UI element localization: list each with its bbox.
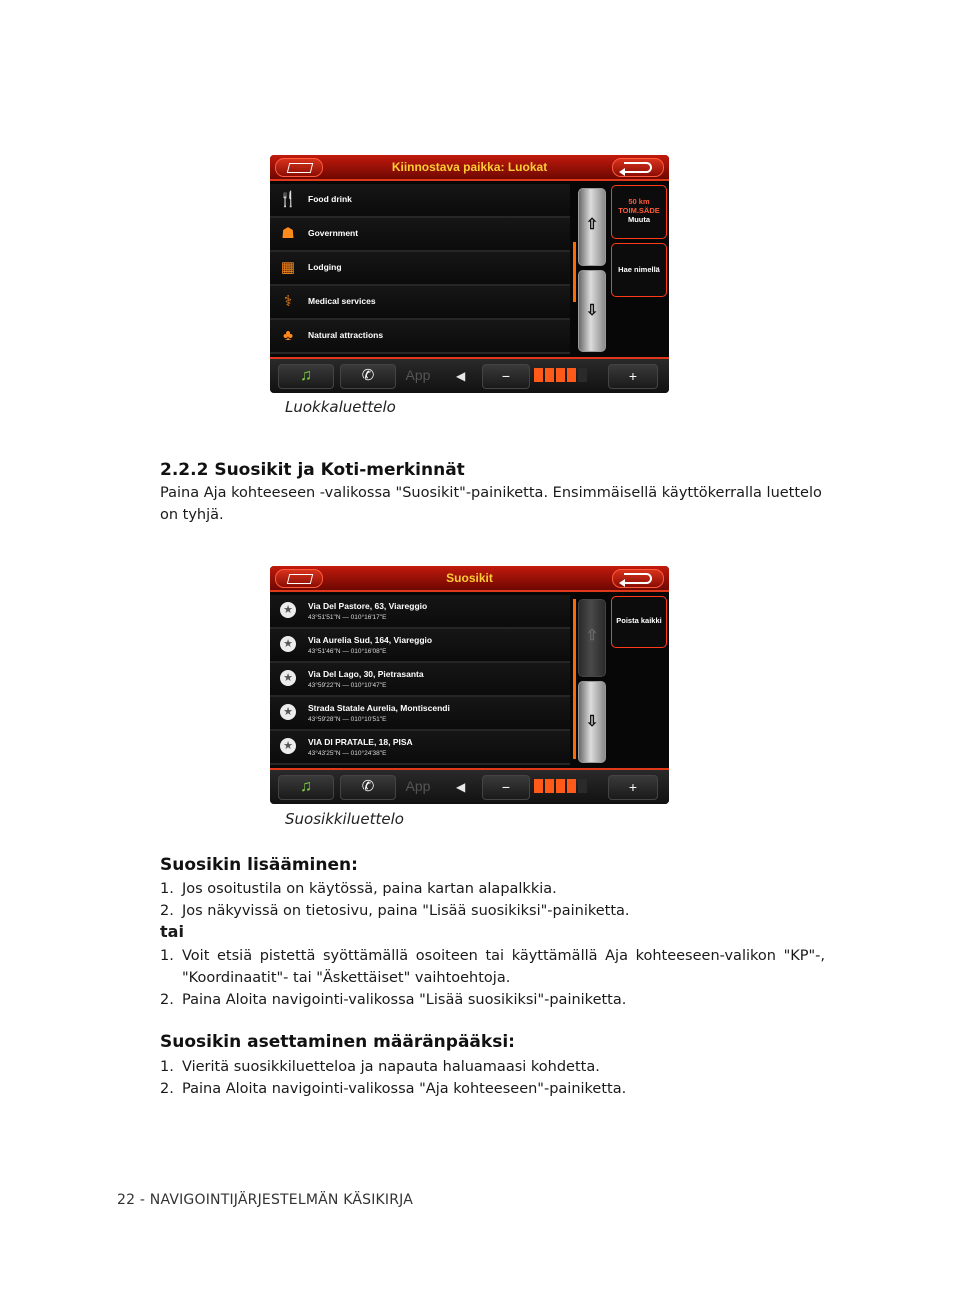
map-button[interactable]	[275, 158, 323, 177]
figure-caption: Suosikkiluettelo	[285, 810, 404, 828]
bottom-bar	[270, 768, 669, 804]
list-item-label: Government	[308, 228, 359, 238]
arrow-down-icon: ⇩	[585, 713, 599, 730]
favorite-coords: 43°51'46"N — 010°16'08"E	[308, 648, 387, 655]
favorite-address: VIA DI PRATALE, 18, PISA	[308, 737, 413, 747]
arrow-up-icon: ⇧	[585, 216, 599, 233]
list-item-label: Natural attractions	[308, 330, 384, 340]
set-destination-heading: Suosikin asettaminen määränpääksi:	[160, 1032, 515, 1052]
alt-steps-list	[160, 945, 825, 1011]
list-item[interactable]	[270, 218, 570, 252]
back-arrow-icon	[624, 162, 652, 173]
favorite-coords: 43°43'25"N — 010°24'38"E	[308, 750, 387, 757]
map-button[interactable]	[275, 569, 323, 588]
list-item[interactable]	[270, 595, 570, 629]
radius-value: 50 km	[628, 197, 650, 206]
scroll-controls	[570, 184, 610, 354]
app-button[interactable]: App	[405, 778, 431, 794]
arrow-up-icon: ⇧	[585, 627, 599, 644]
scroll-indicator[interactable]	[573, 242, 576, 302]
scroll-down-button[interactable]	[578, 270, 606, 352]
volume-up-button[interactable]: +	[608, 775, 658, 800]
favorite-address: Via Del Pastore, 63, Viareggio	[308, 601, 428, 611]
list-item-label: Lodging	[308, 262, 342, 272]
music-button[interactable]	[278, 775, 334, 800]
music-button[interactable]	[278, 364, 334, 389]
add-steps-list	[160, 878, 825, 922]
or-label: tai	[160, 922, 184, 941]
list-item[interactable]	[270, 286, 570, 320]
favorite-pin-icon	[280, 670, 296, 688]
poi-categories-screen	[270, 155, 669, 393]
phone-button[interactable]	[340, 775, 396, 800]
radius-button[interactable]	[611, 185, 667, 239]
favorites-list	[270, 595, 570, 765]
map-icon	[287, 574, 313, 584]
list-item: 2. Jos näkyvissä on tietosivu, paina "Lisää suosikiksi"-painiketta.	[160, 903, 630, 919]
delete-all-button[interactable]	[611, 596, 667, 648]
favorite-address: Via Del Lago, 30, Pietrasanta	[308, 669, 424, 679]
stethoscope-icon: ⚕	[283, 293, 293, 310]
section-heading: 2.2.2 Suosikit ja Koti-merkinnät	[160, 460, 465, 480]
list-item-label: Food drink	[308, 194, 352, 204]
phone-button[interactable]	[340, 364, 396, 389]
scroll-up-button[interactable]	[578, 599, 606, 677]
back-button[interactable]	[612, 158, 664, 177]
list-item[interactable]	[270, 252, 570, 286]
add-favorite-heading: Suosikin lisääminen:	[160, 855, 358, 875]
dest-steps-list	[160, 1056, 825, 1100]
search-by-name-label: Hae nimellä	[618, 265, 660, 274]
map-icon	[287, 163, 313, 173]
volume-up-button[interactable]: +	[608, 364, 658, 389]
scroll-down-button[interactable]	[578, 681, 606, 763]
back-button[interactable]	[612, 569, 664, 588]
volume-level	[534, 779, 594, 795]
phone-icon: ✆	[361, 778, 375, 795]
favorite-pin-icon	[280, 602, 296, 620]
favorite-pin-icon	[280, 636, 296, 654]
scroll-controls	[570, 595, 610, 765]
arrow-down-icon: ⇩	[585, 302, 599, 319]
fork-knife-icon: 🍴	[278, 191, 298, 208]
favorites-screen	[270, 566, 669, 804]
music-note-icon: ♫	[300, 778, 312, 795]
favorite-pin-icon	[280, 738, 296, 756]
search-by-name-button[interactable]	[611, 243, 667, 297]
music-note-icon: ♫	[300, 367, 312, 384]
radius-label: TOIM.SÄDE	[618, 206, 660, 215]
list-item: 1. Jos osoitustila on käytössä, paina kartan alapalkkia.	[160, 881, 557, 897]
speaker-icon: ◀	[456, 780, 466, 794]
government-icon: ☗	[281, 225, 295, 242]
change-label: Muuta	[627, 215, 651, 224]
list-item: 1. Voit etsiä pistettä syöttämällä osoiteen tai käyttämällä Aja kohteeseen-valikon "KP"-, "Koordinaatit"- tai "Äskettäiset" vaihtoehtoja.	[160, 948, 825, 986]
phone-icon: ✆	[361, 367, 375, 384]
bottom-bar	[270, 357, 669, 393]
speaker-icon: ◀	[456, 369, 466, 383]
list-item: 2. Paina Aloita navigointi-valikossa "Aja kohteeseen"-painiketta.	[160, 1081, 627, 1097]
scroll-indicator[interactable]	[573, 599, 576, 759]
list-item[interactable]	[270, 184, 570, 218]
favorite-coords: 43°59'22"N — 010°10'47"E	[308, 682, 387, 689]
delete-all-label: Poista kaikki	[616, 616, 662, 625]
favorite-address: Strada Statale Aurelia, Montiscendi	[308, 703, 450, 713]
page-footer: 22 - NAVIGOINTIJÄRJESTELMÄN KÄSIKIRJA	[117, 1192, 414, 1208]
list-item[interactable]	[270, 697, 570, 731]
list-item: 1. Vieritä suosikkiluetteloa ja napauta haluamaasi kohdetta.	[160, 1059, 600, 1075]
list-item[interactable]	[270, 629, 570, 663]
screen-title: Suosikit	[446, 571, 493, 585]
list-item-label: Medical services	[308, 296, 376, 306]
screen-title: Kiinnostava paikka: Luokat	[391, 160, 548, 174]
favorite-pin-icon	[280, 704, 296, 722]
figure-caption: Luokkaluettelo	[285, 398, 396, 416]
app-button[interactable]: App	[405, 367, 431, 383]
favorite-coords: 43°51'51"N — 010°16'17"E	[308, 614, 387, 621]
section-text: Paina Aja kohteeseen -valikossa "Suosikit"-painiketta. Ensimmäisellä käyttökerralla luettelo on tyhjä.	[160, 485, 822, 523]
palm-tree-icon: ♣	[283, 327, 293, 344]
top-bar	[270, 566, 669, 592]
favorite-coords: 43°59'28"N — 010°10'51"E	[308, 716, 387, 723]
volume-down-button[interactable]: −	[482, 775, 530, 800]
lodging-icon: ▦	[280, 259, 296, 276]
volume-down-button[interactable]: −	[482, 364, 530, 389]
volume-level	[534, 368, 594, 384]
back-arrow-icon	[624, 573, 652, 584]
favorite-address: Via Aurelia Sud, 164, Viareggio	[308, 635, 433, 645]
list-item: 2. Paina Aloita navigointi-valikossa "Lisää suosikiksi"-painiketta.	[160, 992, 627, 1008]
category-list	[270, 184, 570, 354]
list-item[interactable]	[270, 731, 570, 765]
scroll-up-button[interactable]	[578, 188, 606, 266]
list-item[interactable]	[270, 320, 570, 354]
top-bar	[270, 155, 669, 181]
list-item[interactable]	[270, 663, 570, 697]
